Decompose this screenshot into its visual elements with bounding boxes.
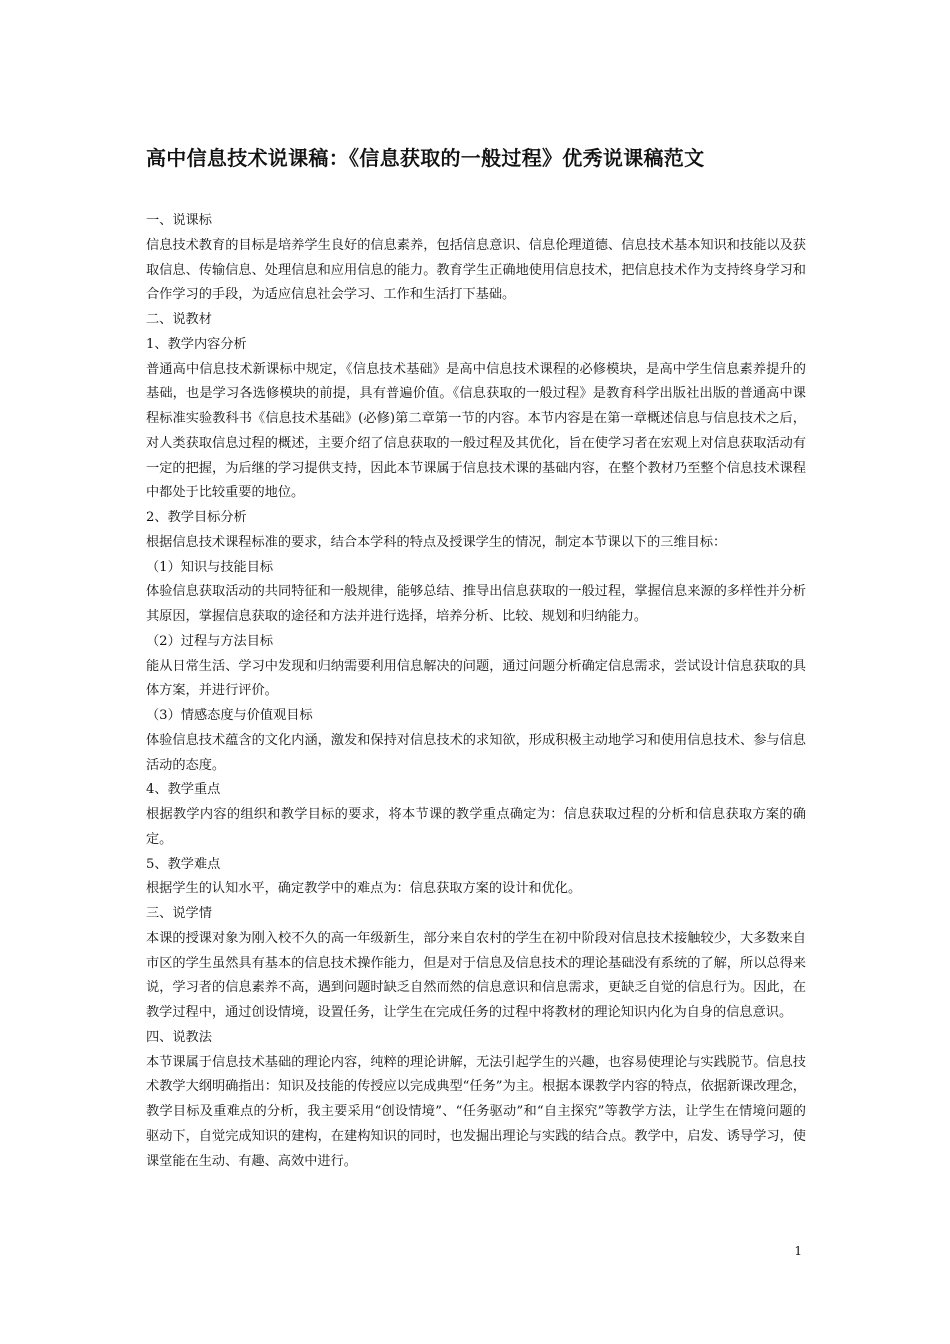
paragraph: 根据学生的认知水平，确定教学中的难点为：信息获取方案的设计和优化。 (146, 881, 582, 897)
paragraph: 根据教学内容的组织和教学目标的要求，将本节课的教学重点确定为：信息获取过程的分析和信息获取方案的确定。 (146, 807, 806, 847)
paragraph: 本节课属于信息技术基础的理论内容，纯粹的理论讲解，无法引起学生的兴趣，也容易使理论与实践脱节。信息技术教学大纲明确指出：知识及技能的传授应以完成典型“任务”为主。根据本课教学内容的特点，依据新课改理念，教学目标及重难点的分析，我主要采用“创设情境”、“任务驱动”和“自主探究”等教学方法，让学生在情境问题的驱动下，自觉完成知识的建构，在建构知识的同时，也发掘出理论与实践的结合点。教学中，启发、诱导学习，使课堂能在生动、有趣、高效中进行。 (146, 1054, 806, 1169)
subsection-heading: 4、教学重点 (146, 782, 221, 798)
subsection-heading: 1、教学内容分析 (146, 336, 247, 352)
paragraph: 普通高中信息技术新课标中规定，《信息技术基础》是高中信息技术课程的必修模块，是高中学生信息素养提升的基础，也是学习各选修模块的前提，具有普遍价值。《信息获取的一般过程》是教育科学出版社出版的普通高中课程标准实验教科书《信息技术基础》(必修)第二章第一节的内容。本节内容是在第一章概述信息与信息技术之后，对人类获取信息过程的概述，主要介绍了信息获取的一般过程及其优化，旨在使学习者在宏观上对信息获取活动有一定的把握，为后继的学习提供支持，因此本节课属于信息技术课的基础内容，在整个教材乃至整个信息技术课程中都处于比较重要的地位。 (146, 361, 806, 501)
paragraph: 信息技术教育的目标是培养学生良好的信息素养，包括信息意识、信息伦理道德、信息技术基本知识和技能以及获取信息、传输信息、处理信息和应用信息的能力。教育学生正确地使用信息技术，把信息技术作为支持终身学习和合作学习的手段，为适应信息社会学习、工作和生活打下基础。 (146, 237, 806, 303)
paragraph: 体验信息技术蕴含的文化内涵，激发和保持对信息技术的求知欲，形成积极主动地学习和使用信息技术、参与信息活动的态度。 (146, 732, 806, 773)
section-heading: 二、说教材 (146, 312, 212, 327)
section-heading: 四、说教法 (146, 1029, 212, 1045)
page-number: 1 (794, 1244, 802, 1258)
document-body (146, 209, 806, 1174)
paragraph: 根据信息技术课程标准的要求，结合本学科的特点及授课学生的情况，制定本节课以下的三维目标： (146, 534, 727, 550)
subsection-heading: （3）情感态度与价值观目标 (146, 708, 313, 723)
subsection-heading: 2、教学目标分析 (146, 510, 247, 525)
subsection-heading: （2）过程与方法目标 (146, 633, 274, 649)
paragraph: 本课的授课对象为刚入校不久的高一年级新生，部分来自农村的学生在初中阶段对信息技术接触较少，大多数来自市区的学生虽然具有基本的信息技术操作能力，但是对于信息及信息技术的理论基础没有系统的了解，所以总得来说，学习者的信息素养不高，遇到问题时缺乏自然而然的信息意识和信息需求，更缺乏自觉的信息行为。因此，在教学过程中，通过创设情境，设置任务，让学生在完成任务的过程中将教材的理论知识内化为自身的信息意识。 (146, 930, 806, 1020)
section-heading: 三、说学情 (146, 906, 212, 921)
document-title: 高中信息技术说课稿：《信息获取的一般过程》优秀说课稿范文 (146, 146, 705, 170)
paragraph: 能从日常生活、学习中发现和归纳需要利用信息解决的问题，通过问题分析确定信息需求，尝试设计信息获取的具体方案，并进行评价。 (146, 658, 806, 699)
subsection-heading: （1）知识与技能目标 (146, 559, 274, 575)
paragraph: 体验信息获取活动的共同特征和一般规律，能够总结、推导出信息获取的一般过程，掌握信息来源的多样性并分析其原因，掌握信息获取的途径和方法并进行选择，培养分析、比较、规划和归纳能力。 (146, 584, 806, 624)
subsection-heading: 5、教学难点 (146, 856, 221, 872)
section-heading: 一、说课标 (146, 213, 212, 228)
